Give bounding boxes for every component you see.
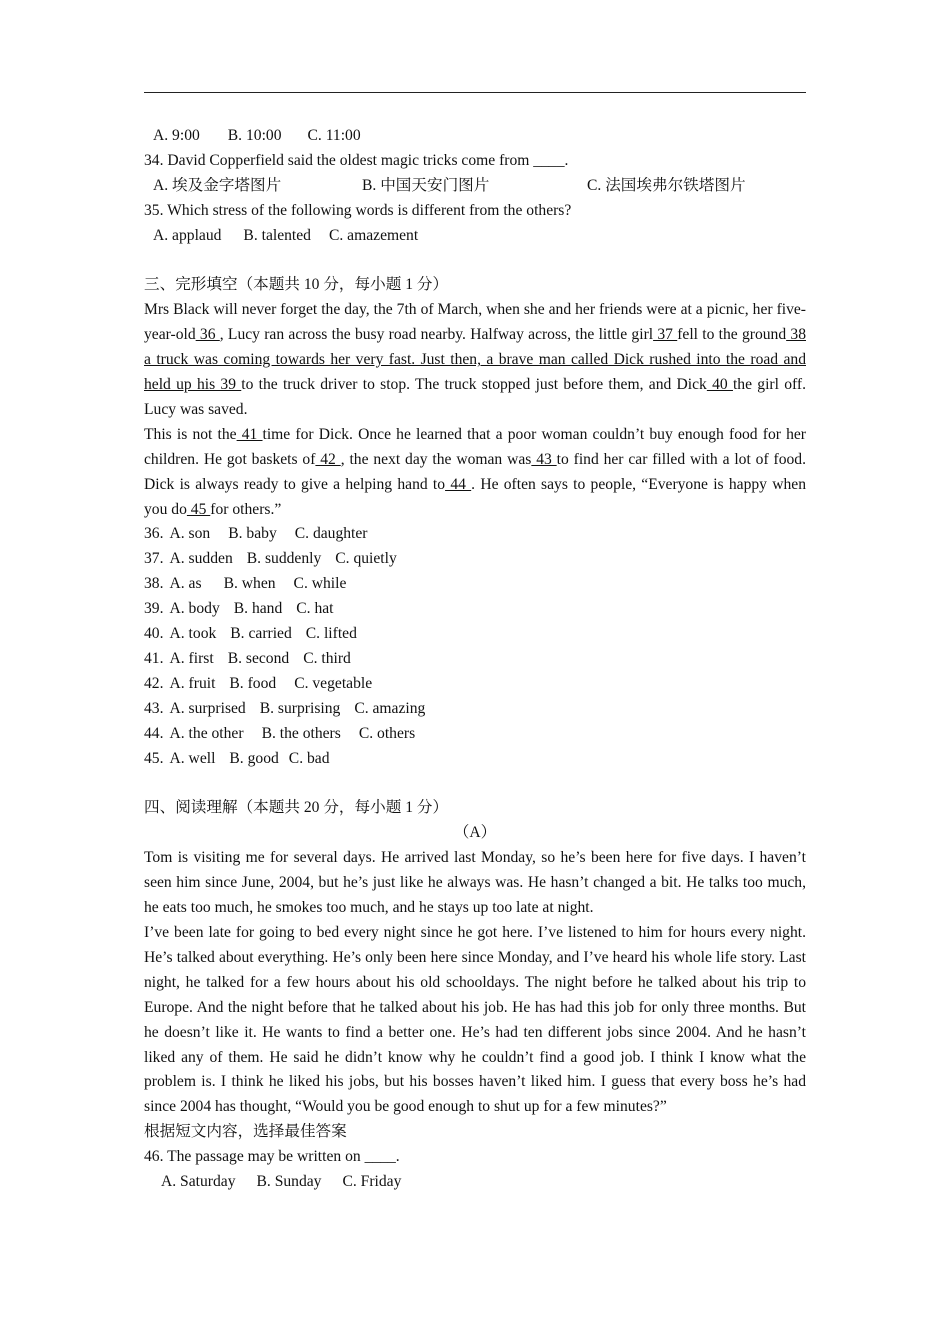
question-number: 39. [144, 600, 164, 618]
q34-option-a: A. 埃及金字塔图片 [153, 176, 282, 194]
spacer [144, 772, 806, 797]
question-option: C. vegetable [294, 674, 373, 692]
cloze-question-row [144, 672, 806, 697]
blank-41: 41 [236, 425, 263, 443]
q46-options [144, 1170, 806, 1195]
question-option: B. second [227, 650, 290, 668]
blank-45: 45 [186, 500, 211, 518]
question-number: 42. [144, 674, 164, 692]
question-option: B. the others [261, 724, 341, 742]
question-option: C. hat [296, 600, 334, 618]
cloze-question-row [144, 722, 806, 747]
question-option: C. while [293, 575, 347, 593]
q35-option-a: A. applaud [153, 226, 222, 244]
question-number: 38. [144, 575, 164, 593]
blank-43: 43 [531, 450, 557, 468]
q33-option-a: A. 9:00 [153, 127, 200, 144]
cloze-question-row [144, 547, 806, 572]
question-number: 36. [144, 525, 164, 543]
q35-options [144, 224, 806, 249]
question-option: A. the other [169, 724, 244, 742]
question-option: C. bad [288, 749, 330, 767]
q34-option-b: B. 中国天安门图片 [362, 176, 490, 194]
q34-stem: 34. David Copperfield said the oldest magic tricks come from ____. [144, 151, 569, 169]
cloze-question-row [144, 747, 806, 772]
question-option: A. fruit [169, 674, 216, 692]
cloze-text: the girl off. Lucy was saved. [144, 376, 806, 418]
q34-options [144, 174, 806, 199]
cloze-text: fell to the ground [677, 326, 787, 344]
cloze-text: , Lucy ran across the busy road nearby. Halfway across, the little girl [219, 326, 654, 344]
passage-label: （A） [453, 824, 497, 842]
question-option: A. surprised [169, 699, 246, 717]
cloze-text: . He often says to people, “Everyone is happy when you do [144, 475, 806, 518]
question-option: C. amazing [354, 699, 426, 717]
question-number: 45. [144, 749, 164, 767]
blank-44: 44 [445, 475, 472, 493]
question-option: C. daughter [294, 525, 368, 543]
cloze-question-row [144, 622, 806, 647]
cloze-question-row [144, 522, 806, 547]
cloze-question-list [144, 522, 806, 771]
section4-heading: 四、阅读理解（本题共 20 分，每小题 1 分） [144, 799, 449, 817]
blank-40: 40 [706, 376, 733, 394]
cloze-paragraph-2 [144, 423, 806, 523]
question-number: 44. [144, 724, 164, 742]
cloze-text: , the next day the woman was [340, 450, 532, 468]
q33-option-b: B. 10:00 [227, 127, 282, 144]
question-option: A. well [169, 749, 216, 767]
question-number: 37. [144, 550, 164, 568]
q46-option-a: A. Saturday [161, 1173, 236, 1191]
reading-paragraph-1: Tom is visiting me for several days. He arrived last Monday, so he’s been here for five days. I haven’t seen him since June, 2004, but he’s just like he always was. He hasn’t changed a bit. He talks too much, he eats too much, he smokes too much, and he stays up too late at night. [144, 849, 806, 917]
question-number: 41. [144, 650, 164, 668]
question-option: C. others [358, 724, 416, 742]
cloze-text: Mrs Black will never forget the day, the 7th of March, when she and her friends were at a picnic, her five-year-old [144, 301, 806, 344]
question-option: A. sudden [169, 550, 233, 568]
cloze-text: time for Dick. Once he learned that a poor woman couldn’t buy enough food for her children. He got baskets of [144, 425, 807, 468]
q35-option-c: C. amazement [328, 226, 419, 244]
cloze-text: This is not the [144, 425, 237, 443]
question-option: B. when [223, 575, 276, 593]
question-option: A. body [169, 600, 220, 618]
q33-options [144, 124, 806, 149]
question-number: 40. [144, 625, 164, 643]
header-rule [144, 92, 806, 93]
blank-38-39-underlined: 38 a truck was coming towards her very fast. Just then, a brave man called Dick rushed into the road and held up his 39 [144, 326, 806, 394]
question-option: A. son [169, 525, 211, 543]
cloze-question-row [144, 572, 806, 597]
q46-stem: 46. The passage may be written on ____. [144, 1148, 400, 1166]
cloze-text: to the truck driver to stop. The truck stopped just before them, and Dick [241, 376, 707, 394]
question-option: B. hand [233, 600, 283, 618]
question-option: A. as [169, 575, 202, 593]
cloze-text: to find her car filled with a lot of food. Dick is always ready to give a helping hand to [144, 450, 806, 493]
question-option: B. suddenly [246, 550, 322, 568]
q35-option-b: B. talented [243, 226, 311, 244]
question-option: C. lifted [305, 625, 357, 643]
question-option: C. third [303, 650, 351, 668]
spacer [144, 249, 806, 274]
question-number: 43. [144, 699, 164, 717]
question-option: B. surprising [259, 699, 341, 717]
question-option: A. first [169, 650, 214, 668]
q33-option-c: C. 11:00 [307, 127, 361, 144]
blank-42: 42 [315, 450, 341, 468]
q35-stem: 35. Which stress of the following words is different from the others? [144, 201, 572, 219]
cloze-text: for others.” [210, 500, 282, 518]
question-option: B. food [229, 674, 277, 692]
cloze-paragraph-1 [144, 298, 806, 423]
section3-heading: 三、完形填空（本题共 10 分，每小题 1 分） [144, 276, 449, 294]
reading-paragraph-2: I’ve been late for going to bed every night since he got here. I’ve listened to him for hours every night. He’s talked about everything. He’s only been here since Monday, and I’ve heard his whole life story. Last night, he talked for a few hours about his old schooldays. The night before he talked about his trip to Europe. And the night before that he talked about his job. He has had this job for only three months. But he doesn’t like it. He wants to find a better one. He’s had ten different jobs since 2004. And he hasn’t liked any of them. He said he didn’t know why he couldn’t find a good job. I think I know what the problem is. I think he liked his jobs, but his bosses haven’t liked him. I guess that every boss he’s had since 2004 has thought, “Would you be good enough to shut up for a few minutes?” [144, 923, 806, 1116]
document-page [144, 124, 806, 1195]
blank-36: 36 [195, 326, 220, 344]
question-option: B. good [229, 749, 279, 767]
question-option: B. baby [228, 525, 277, 543]
reading-instruction: 根据短文内容，选择最佳答案 [144, 1123, 347, 1141]
cloze-question-row [144, 697, 806, 722]
q46-option-b: B. Sunday [256, 1173, 322, 1191]
blank-37: 37 [653, 326, 678, 344]
q34-option-c: C. 法国埃弗尔铁塔图片 [587, 176, 746, 194]
q46-option-c: C. Friday [342, 1173, 402, 1191]
cloze-question-row [144, 647, 806, 672]
question-option: C. quietly [335, 550, 397, 568]
question-option: A. took [169, 625, 217, 643]
question-option: B. carried [230, 625, 292, 643]
cloze-question-row [144, 597, 806, 622]
